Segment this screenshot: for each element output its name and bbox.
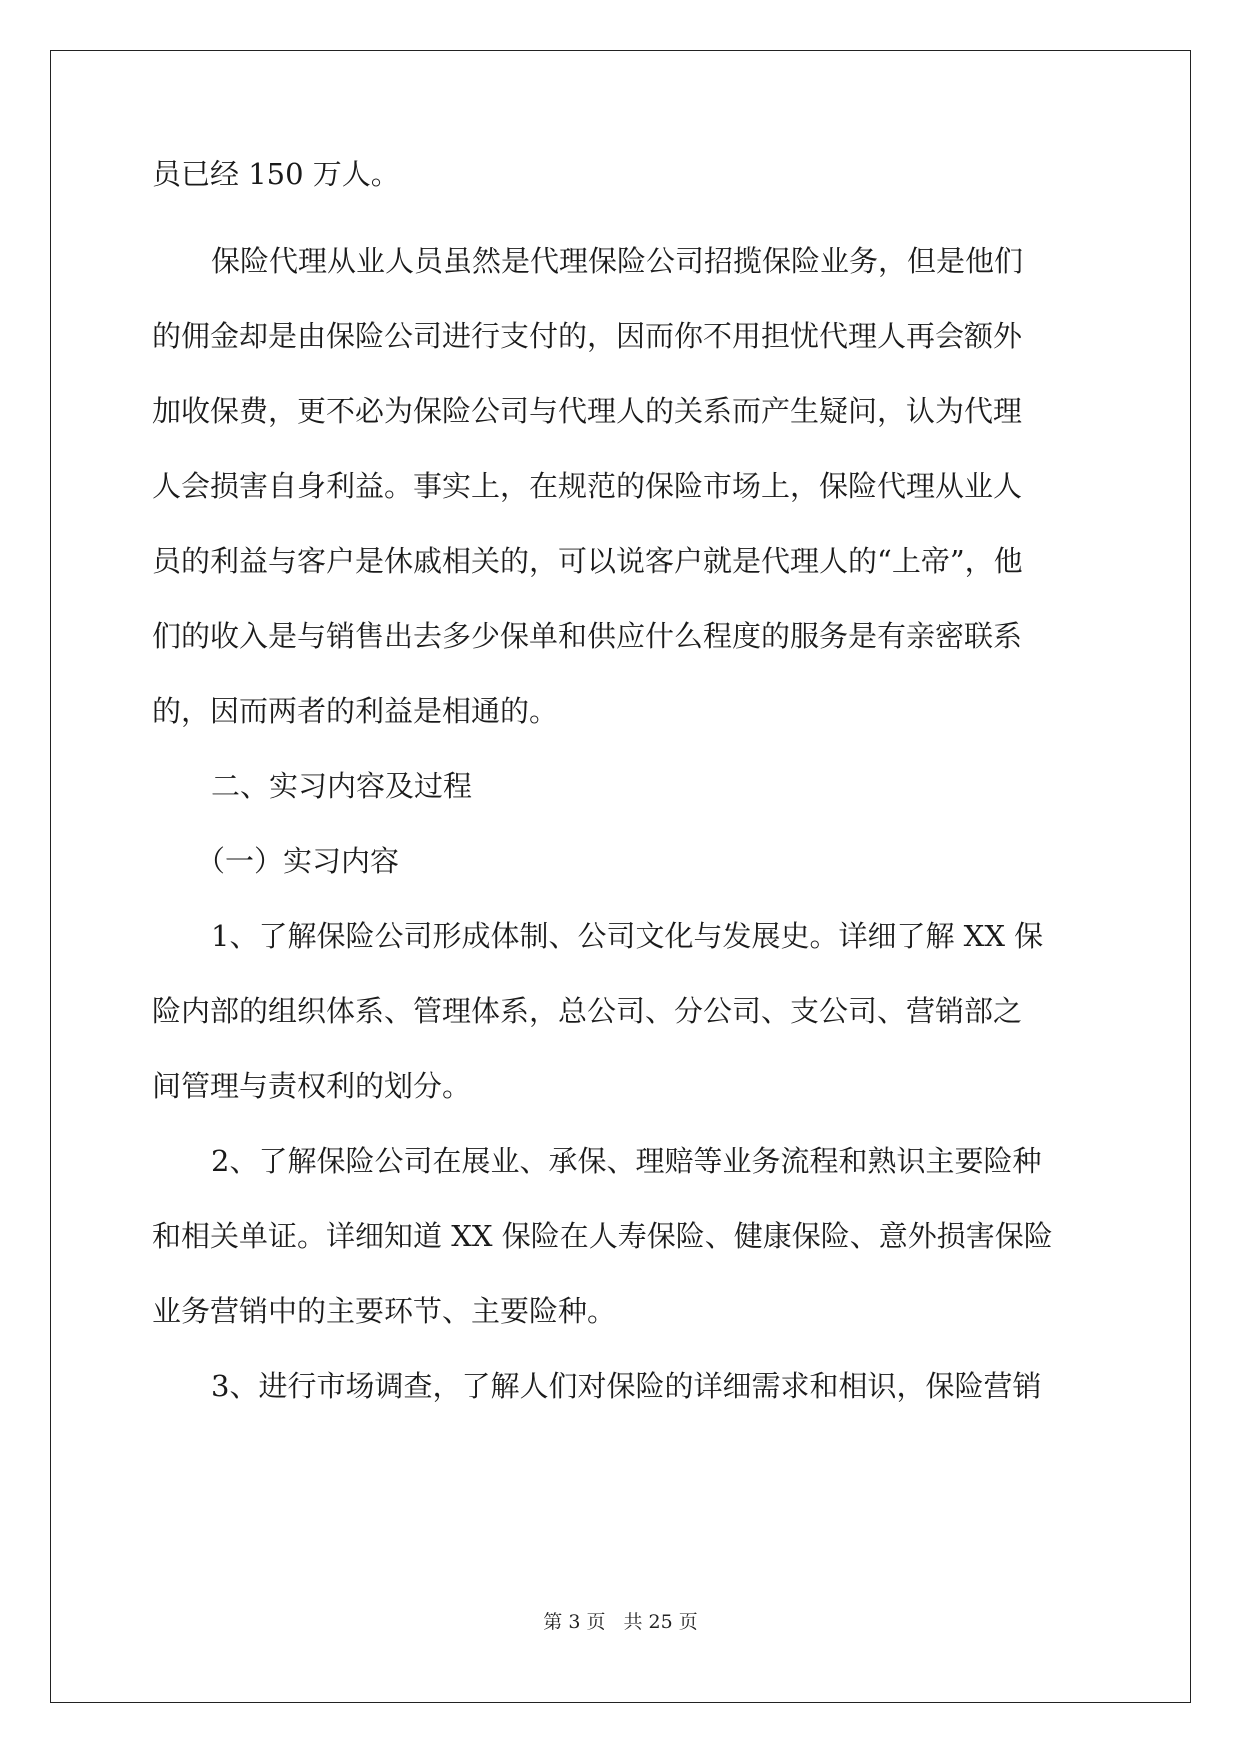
list-item-first-line: 2、了解保险公司在展业、承保、理赔等业务流程和熟识主要险种 — [211, 1144, 1042, 1178]
subsection-heading: （一）实习内容 — [196, 844, 400, 878]
text-line: 险内部的组织体系、管理体系，总公司、分公司、支公司、营销部之 — [152, 994, 1023, 1028]
text-line: 和相关单证。详细知道 XX 保险在人寿保险、健康保险、意外损害保险 — [152, 1219, 1053, 1253]
text-line: 员已经 150 万人。 — [152, 157, 400, 191]
text-line: 加收保费，更不必为保险公司与代理人的关系而产生疑问，认为代理 — [152, 394, 1023, 428]
text-line: 人会损害自身利益。事实上，在规范的保险市场上，保险代理从业人 — [152, 469, 1023, 503]
text-line: 员的利益与客户是休戚相关的，可以说客户就是代理人的“上帝”，他 — [152, 544, 1023, 578]
page-number: 第 3 页 — [543, 1611, 606, 1633]
section-heading: 二、实习内容及过程 — [211, 769, 473, 803]
text-line: 的，因而两者的利益是相通的。 — [152, 694, 559, 728]
text-line: 业务营销中的主要环节、主要险种。 — [152, 1294, 617, 1328]
text-line: 的佣金却是由保险公司进行支付的，因而你不用担忧代理人再会额外 — [152, 319, 1023, 353]
page-total: 共 25 页 — [623, 1611, 698, 1633]
text-line: 们的收入是与销售出去多少保单和供应什么程度的服务是有亲密联系 — [152, 619, 1023, 653]
document-body — [152, 157, 1087, 1403]
page-footer — [0, 1610, 1241, 1634]
text-line: 间管理与责权利的划分。 — [152, 1069, 472, 1103]
list-item-first-line: 3、进行市场调查，了解人们对保险的详细需求和相识，保险营销 — [211, 1369, 1042, 1403]
list-item-first-line: 1、了解保险公司形成体制、公司文化与发展史。详细了解 XX 保 — [211, 919, 1044, 953]
paragraph-first-line: 保险代理从业人员虽然是代理保险公司招揽保险业务，但是他们 — [211, 244, 1024, 278]
